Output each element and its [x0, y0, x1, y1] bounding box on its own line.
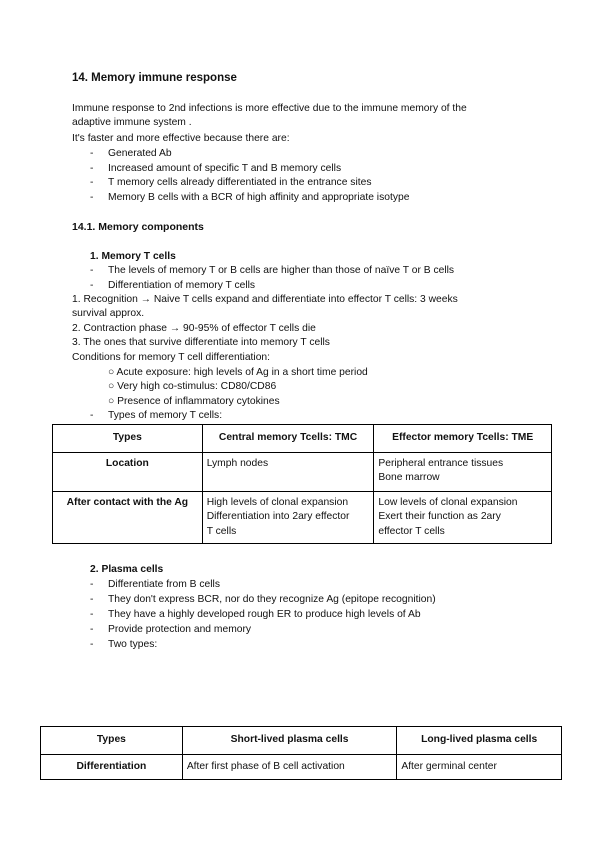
- step-line: Conditions for memory T cell differentiation:: [72, 352, 271, 363]
- intro-line-1: Immune response to 2nd infections is more effective due to the immune memory of the: [72, 103, 467, 114]
- table-row: [53, 452, 552, 491]
- row-header: After contact with the Ag: [53, 491, 203, 544]
- table-header: Types: [41, 727, 183, 755]
- intro-line-2: adaptive immune system .: [72, 117, 192, 128]
- table-header: Effector memory Tcells: TME: [374, 425, 552, 453]
- table-cell: High levels of clonal expansion Differentiation into 2ary effector T cells: [202, 491, 374, 544]
- row-header: Location: [53, 452, 203, 491]
- table-header: Types: [53, 425, 203, 453]
- table-header: Long-lived plasma cells: [397, 727, 562, 755]
- section-title: 14.1. Memory components: [72, 221, 204, 233]
- memory-t-heading: 1. Memory T cells: [90, 251, 176, 262]
- table-header-row: [41, 727, 562, 755]
- condition-item: ○ Acute exposure: high levels of Ag in a short time period: [108, 367, 368, 378]
- row-header: Differentiation: [41, 754, 183, 780]
- condition-item: ○ Very high co-stimulus: CD80/CD86: [108, 381, 277, 392]
- table-header: Central memory Tcells: TMC: [202, 425, 374, 453]
- table-cell: After germinal center: [397, 754, 562, 780]
- plasma-cells-table: [40, 726, 562, 780]
- table-cell: After first phase of B cell activation: [182, 754, 397, 780]
- table-row: [41, 754, 562, 780]
- intro-line-3: It's faster and more effective because there are:: [72, 133, 290, 144]
- table-cell: Peripheral entrance tissues Bone marrow: [374, 452, 552, 491]
- page-title: 14. Memory immune response: [72, 72, 237, 84]
- plasma-heading: 2. Plasma cells: [90, 564, 164, 575]
- table-cell: Low levels of clonal expansion Exert their function as 2ary effector T cells: [374, 491, 552, 544]
- table-header-row: [53, 425, 552, 453]
- step-line: 2. Contraction phase → 90-95% of effector T cells die: [72, 323, 316, 334]
- condition-item: ○ Presence of inflammatory cytokines: [108, 396, 280, 407]
- table-row: [53, 491, 552, 544]
- table-header: Short-lived plasma cells: [182, 727, 397, 755]
- memory-t-types-table: [52, 424, 552, 544]
- step-line: 1. Recognition → Naive T cells expand and differentiate into effector T cells: 3 weeks: [72, 294, 458, 305]
- step-line: 3. The ones that survive differentiate into memory T cells: [72, 337, 330, 348]
- step-line: survival approx.: [72, 308, 145, 319]
- table-cell: Lymph nodes: [202, 452, 374, 491]
